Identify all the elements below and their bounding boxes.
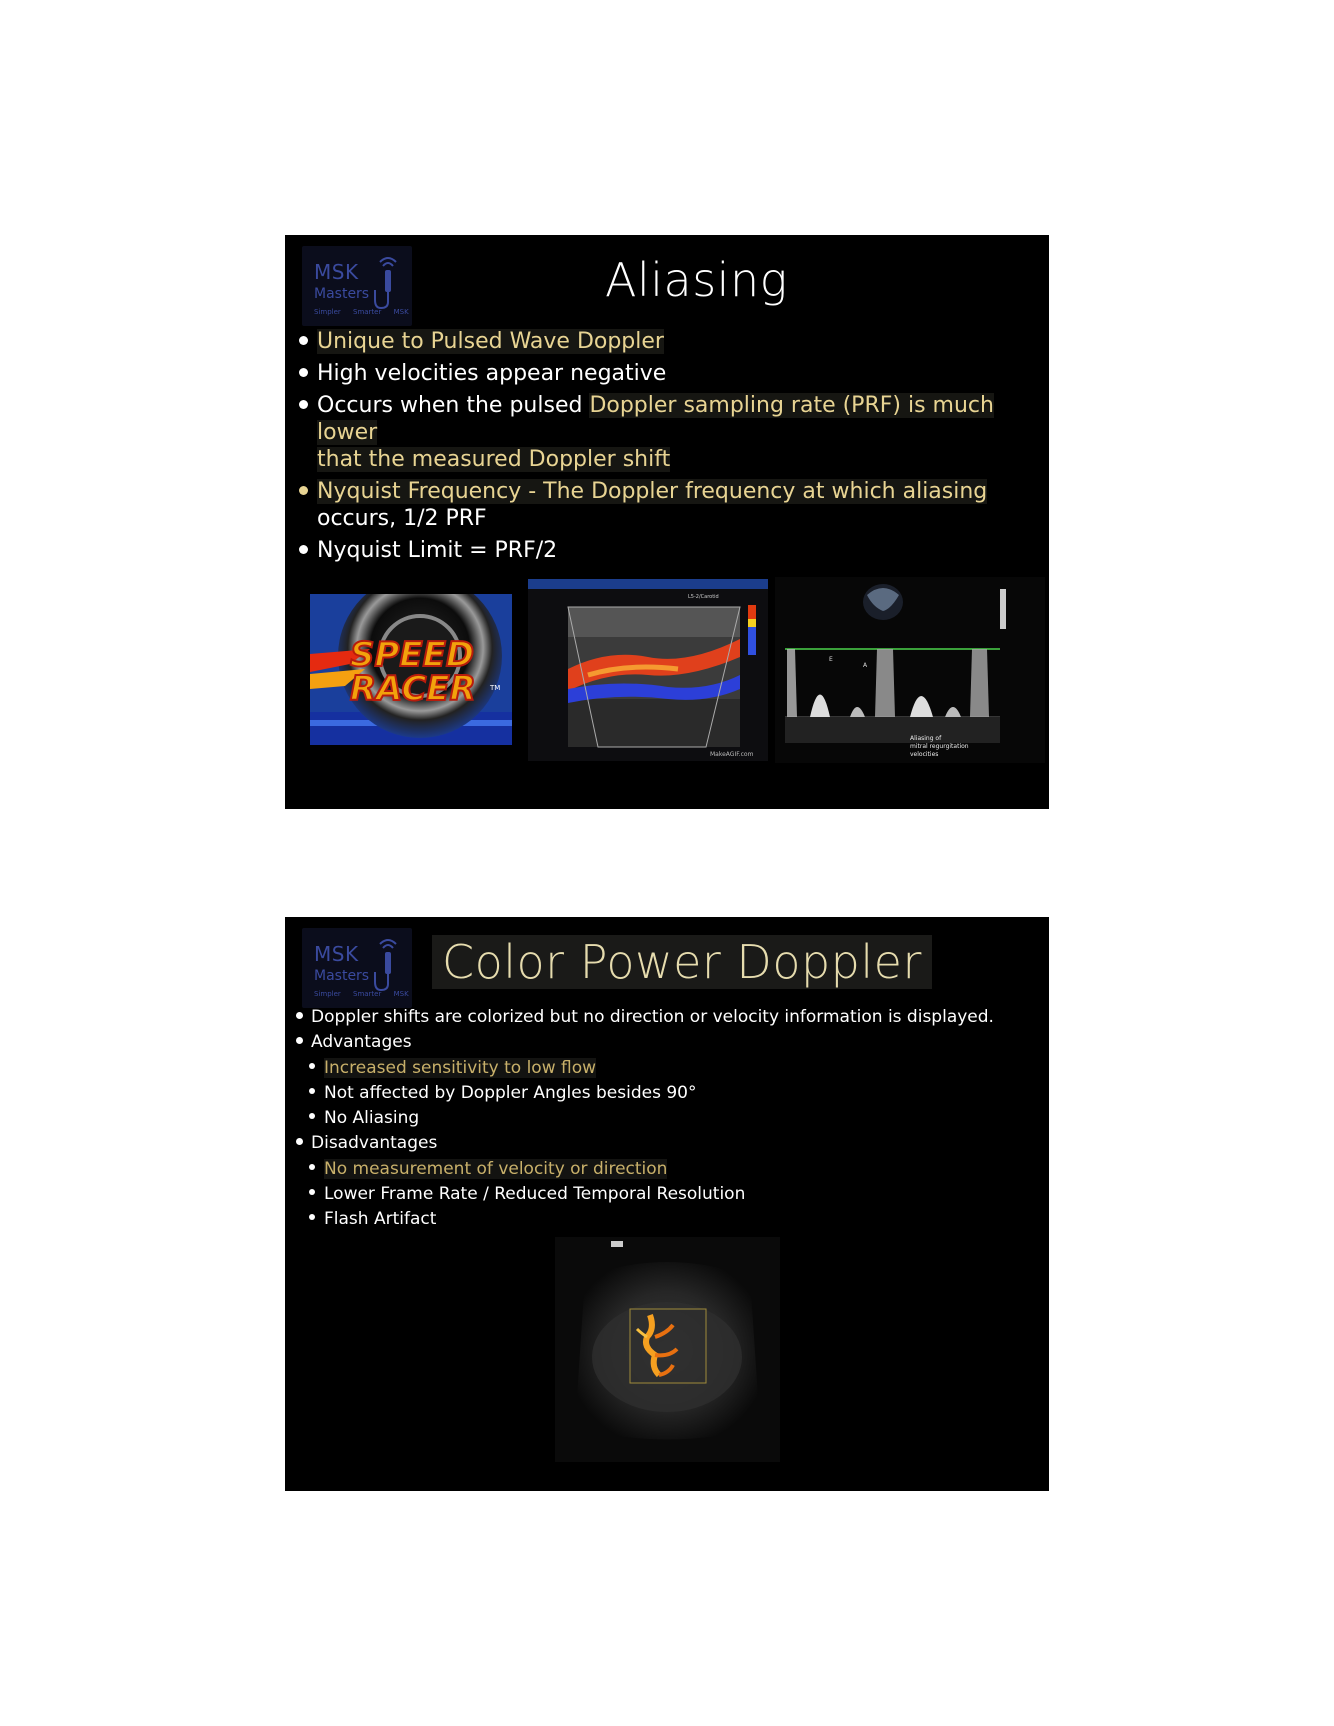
- bullet-item: [297, 328, 1037, 355]
- bullet-text-highlight: Doppler sampling rate (PRF) is much lower: [317, 393, 994, 445]
- sub-bullet-item: [308, 1207, 1035, 1232]
- bullet-text: Lower Frame Rate / Reduced Temporal Resolution: [324, 1184, 746, 1205]
- annotation-line-2: mitral regurgitation: [910, 743, 969, 750]
- bullet-text: Occurs when the pulsed: [317, 393, 590, 418]
- sub-bullet-item: [308, 1081, 1035, 1106]
- sub-bullet-item: [308, 1182, 1035, 1207]
- bullet-item: [295, 1005, 1035, 1030]
- probe-label: L5-2/Carotid: [688, 594, 719, 600]
- bullet-list: [295, 1005, 1035, 1233]
- speed-text: SPEED: [350, 635, 475, 675]
- bullet-list: [297, 328, 1037, 569]
- bullet-item: [297, 478, 1037, 532]
- slide-title: Color Power Doppler: [432, 935, 932, 989]
- bullet-text: Disadvantages: [311, 1133, 438, 1154]
- power-doppler-image: [555, 1237, 780, 1462]
- sub-bullet-item: [308, 1157, 1035, 1182]
- bullet-text: High velocities appear negative: [317, 361, 667, 386]
- bullet-text: Unique to Pulsed Wave Doppler: [317, 329, 664, 354]
- bullet-text-highlight: No measurement of velocity or direction: [324, 1158, 668, 1179]
- bullet-text-continued: that the measured Doppler shift: [317, 447, 671, 472]
- peak-e-label: E: [829, 656, 833, 663]
- bullet-text: Flash Artifact: [324, 1209, 437, 1230]
- carotid-doppler-image: [528, 579, 768, 761]
- spectral-doppler-image: [775, 577, 1045, 763]
- bullet-text: Doppler shifts are colorized but no direction or velocity information is displayed.: [311, 1007, 994, 1027]
- logo-brand: MSK: [314, 260, 359, 284]
- bullet-text: Advantages: [311, 1032, 412, 1053]
- bullet-item: [297, 392, 1037, 473]
- bullet-text-continued: occurs, 1/2 PRF: [317, 506, 487, 531]
- msk-masters-logo: [302, 928, 412, 1008]
- bullet-text-highlight: Increased sensitivity to low flow: [324, 1057, 597, 1078]
- slide-aliasing: [285, 235, 1049, 809]
- ultrasound-probe-icon: [370, 934, 406, 994]
- slide-title: Aliasing: [605, 253, 788, 307]
- racer-text: RACER: [350, 669, 476, 709]
- logo-tagline: Simpler Smarter MSK: [314, 308, 409, 316]
- annotation-line-1: Aliasing of: [910, 735, 942, 742]
- bullet-text: No Aliasing: [324, 1108, 420, 1129]
- peak-a-label: A: [863, 662, 868, 669]
- logo-subbrand: Masters: [314, 968, 370, 984]
- sub-bullet-item: [308, 1056, 1035, 1081]
- sub-bullet-item: [308, 1106, 1035, 1131]
- bullet-text-highlight: Nyquist Frequency - The Doppler frequency at which aliasing: [317, 479, 988, 504]
- bullet-text: Not affected by Doppler Angles besides 90°: [324, 1082, 697, 1103]
- bullet-text: Nyquist Limit = PRF/2: [317, 538, 558, 563]
- trademark-text: TM: [490, 684, 501, 692]
- logo-brand: MSK: [314, 942, 359, 966]
- logo-subbrand: Masters: [314, 286, 370, 302]
- logo-tagline: Simpler Smarter MSK: [314, 990, 409, 998]
- watermark-text: MakeAGIF.com: [710, 751, 754, 758]
- bullet-item: [297, 360, 1037, 387]
- speed-racer-image: [310, 594, 512, 745]
- ultrasound-probe-icon: [370, 252, 406, 312]
- annotation-line-3: velocities: [910, 751, 939, 758]
- msk-masters-logo: [302, 246, 412, 326]
- bullet-item: [295, 1131, 1035, 1156]
- slide-color-power-doppler: [285, 917, 1049, 1491]
- bullet-item: [297, 537, 1037, 564]
- bullet-item: [295, 1030, 1035, 1055]
